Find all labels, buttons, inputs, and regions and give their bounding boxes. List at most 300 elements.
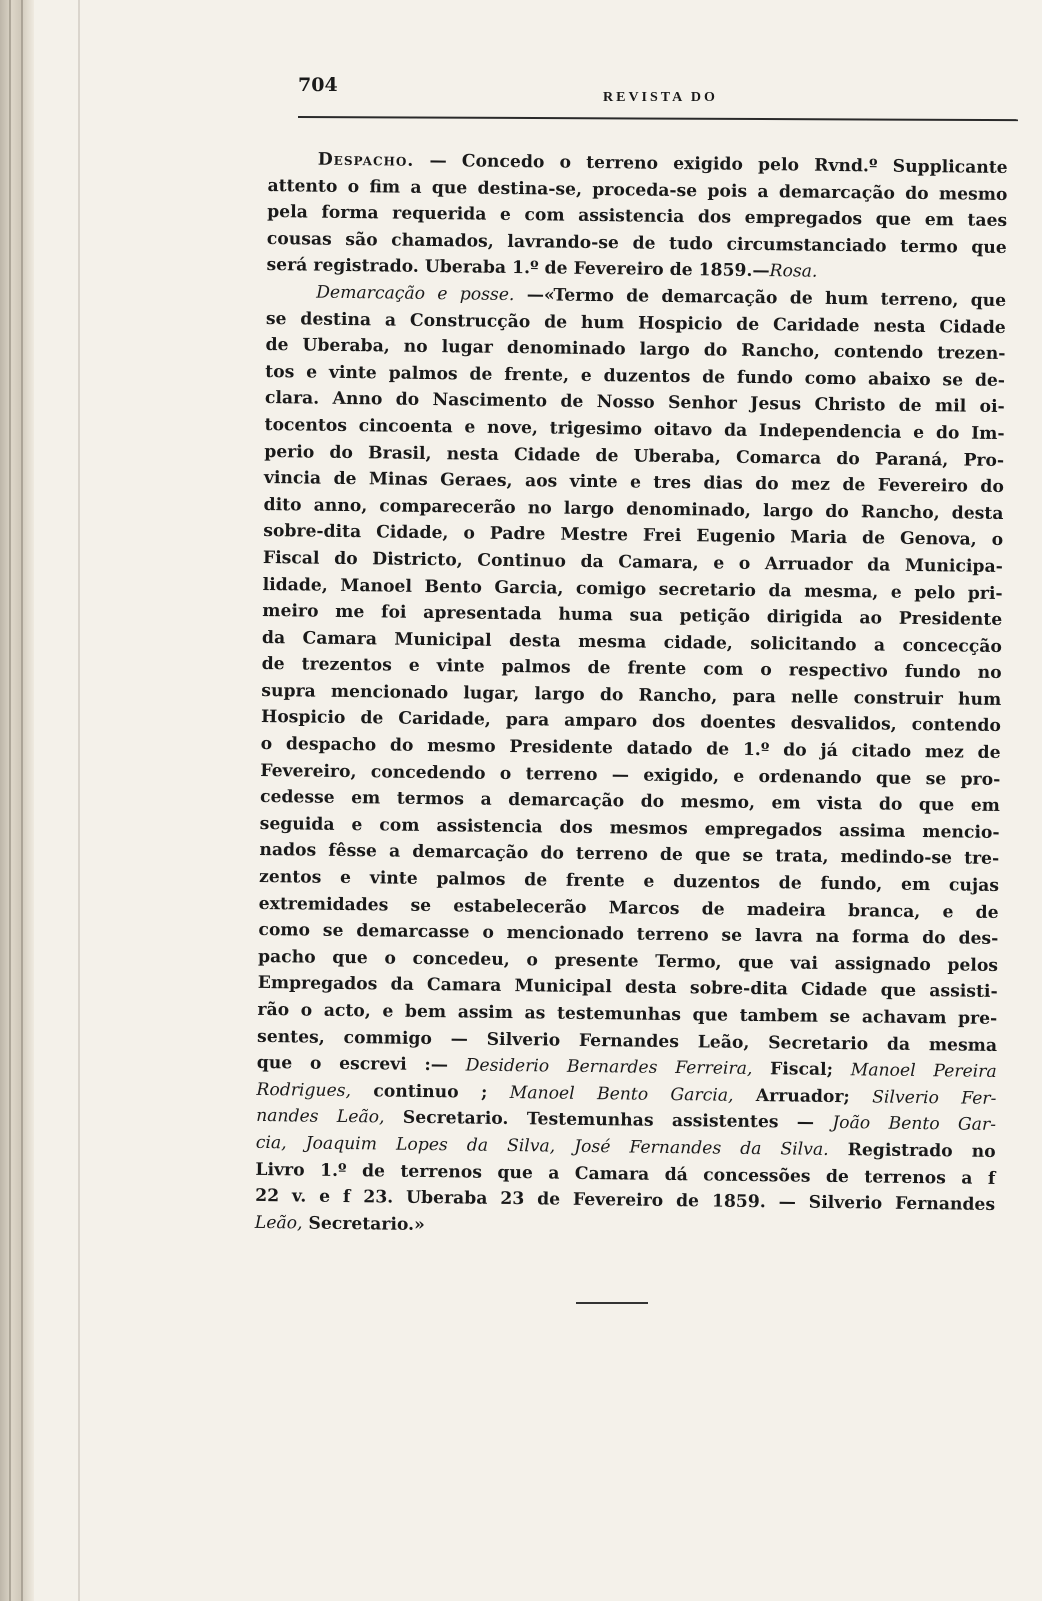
word: palmos <box>501 657 571 679</box>
word: de <box>360 708 384 729</box>
word: largo <box>639 339 690 361</box>
word: do <box>783 740 807 761</box>
word: Silverio <box>486 1029 561 1051</box>
word: empregados <box>744 208 863 230</box>
word: a <box>961 1168 973 1189</box>
word: a <box>384 310 397 331</box>
word: datado <box>626 738 693 760</box>
word: assistencia <box>436 815 543 838</box>
word: Independencia <box>758 420 902 443</box>
word: e <box>351 814 363 836</box>
word: citado <box>851 741 912 762</box>
word: contendo <box>833 342 924 364</box>
word: a <box>548 1163 560 1184</box>
word: me <box>335 601 365 623</box>
word: despacho <box>285 734 377 756</box>
word: concecção <box>902 635 1002 657</box>
word: zentos <box>258 866 322 888</box>
word: de <box>736 314 760 335</box>
word: Registrado <box>847 1140 953 1162</box>
word: vista <box>816 794 863 815</box>
word: da <box>740 1138 762 1160</box>
word: Municipal <box>514 976 612 998</box>
word: forma <box>851 927 910 949</box>
word: — <box>450 1028 469 1050</box>
word: cousas <box>266 228 332 250</box>
word: terrenos <box>400 1161 483 1183</box>
word: de <box>789 288 813 309</box>
word: se <box>829 1006 851 1028</box>
word: meiro <box>262 601 319 622</box>
word: assima <box>838 820 906 842</box>
book-binding <box>0 0 34 1601</box>
word: respectivo <box>788 660 888 682</box>
word: de <box>701 898 725 920</box>
word: 23. <box>363 1187 394 1208</box>
word: no <box>971 1141 996 1162</box>
word: Brasil, <box>367 442 432 464</box>
word: denominado <box>506 338 626 360</box>
word: Fernandes <box>629 1137 722 1159</box>
word: nesta <box>873 315 926 337</box>
word: testemunhas <box>556 1003 682 1026</box>
word: destina-se, <box>477 178 583 200</box>
word: Termo, <box>655 951 722 973</box>
word: do <box>395 389 420 411</box>
word: terreno <box>586 152 659 174</box>
word: Caridade, <box>398 709 491 731</box>
word: o <box>991 530 1004 551</box>
word: no <box>403 336 428 358</box>
word: no <box>527 497 552 519</box>
word: tres <box>653 472 692 494</box>
word: da <box>390 974 414 996</box>
word: as <box>524 1003 546 1024</box>
word: oitavo <box>653 419 713 441</box>
word: para <box>505 710 550 731</box>
word: Leão, <box>697 1031 750 1053</box>
word: — <box>611 764 630 786</box>
word: dias <box>703 473 743 494</box>
word: Rancho, <box>860 501 940 523</box>
word: mesmo <box>938 183 1008 205</box>
word: Silva, <box>506 1135 556 1157</box>
word: Rodrigues, <box>256 1079 352 1101</box>
word: Cidade <box>800 979 868 1001</box>
word: vinte <box>369 868 418 889</box>
word: trigesimo <box>549 418 643 440</box>
word: Fevereiro <box>572 1189 664 1212</box>
word: que <box>431 177 468 199</box>
word: Camara, <box>618 552 699 574</box>
word: Anno <box>332 389 383 410</box>
word: Bento <box>424 576 482 598</box>
word: pelo <box>914 582 956 603</box>
word: secretario <box>658 579 757 601</box>
word: Despacho. <box>317 149 415 171</box>
word: do <box>334 548 358 570</box>
word: chamados, <box>391 230 494 252</box>
word: o <box>738 553 751 574</box>
word: e <box>499 205 512 226</box>
word: se <box>721 925 743 947</box>
word: Manoel <box>340 575 413 597</box>
word: do <box>836 448 860 469</box>
word: rão <box>257 999 290 1021</box>
word: Ferreira, <box>675 1058 753 1080</box>
word: taes <box>967 210 1008 232</box>
word: o <box>384 948 397 969</box>
word: Im- <box>971 423 1005 444</box>
word: 23 <box>500 1189 525 1210</box>
word: e <box>339 867 352 889</box>
word: Caridade <box>772 314 860 336</box>
word: Cidade <box>513 444 581 466</box>
word: Gar- <box>957 1114 997 1136</box>
word: Jesus <box>750 394 802 415</box>
word: tos <box>265 361 295 383</box>
word: do <box>755 474 779 495</box>
word: requerida <box>392 203 487 225</box>
word: Camara <box>574 1163 650 1185</box>
word: lavra <box>754 926 803 947</box>
word: hum <box>957 689 1002 710</box>
word: lavrando-se <box>507 231 620 254</box>
word: terreno <box>525 763 598 785</box>
word: Camara <box>426 975 502 997</box>
word: exigido, <box>643 765 720 787</box>
word: pelos <box>947 955 999 976</box>
word: Minas <box>368 469 428 491</box>
word: branca, <box>847 900 921 922</box>
word: doentes <box>700 712 776 734</box>
word: medindo-se <box>840 847 953 869</box>
word: de <box>632 233 656 254</box>
word: do <box>640 791 665 813</box>
word: terreno <box>636 924 709 946</box>
page-number: 704 <box>298 74 338 96</box>
word: tudo <box>668 233 714 255</box>
word: Cidade <box>939 316 1006 338</box>
word: ; <box>480 1082 488 1103</box>
word: que <box>332 947 368 969</box>
word: nove, <box>486 417 539 439</box>
word: de <box>675 1191 700 1212</box>
word: que <box>256 1053 293 1074</box>
word: largo <box>563 498 615 519</box>
word: que <box>971 237 1007 258</box>
word: amparo <box>564 711 638 733</box>
word: Maria <box>790 527 848 549</box>
word: presente <box>554 950 639 972</box>
word: Fiscal <box>262 547 320 569</box>
word: Supplicante <box>892 156 1008 179</box>
word: como <box>804 368 857 389</box>
word: dos <box>697 207 732 228</box>
word: João <box>832 1113 871 1134</box>
word: assisti- <box>929 981 998 1003</box>
word: continuo <box>373 1081 459 1103</box>
word: que <box>497 1162 533 1183</box>
word: commigo <box>343 1027 433 1049</box>
word: Pereira <box>933 1061 997 1083</box>
word: cedesse <box>259 787 335 809</box>
word: Concedo <box>461 151 545 173</box>
word: Continuo <box>477 550 567 572</box>
word: vinte <box>436 656 485 677</box>
word: de- <box>974 370 1006 391</box>
word: de <box>560 391 584 413</box>
word: vinte <box>328 362 377 384</box>
word: apresentada <box>423 603 542 625</box>
word: da <box>580 551 604 573</box>
word: ao <box>859 608 883 629</box>
word: de <box>975 902 999 923</box>
word: se <box>322 920 344 942</box>
word: Empregados <box>257 973 378 995</box>
word: de <box>265 335 289 356</box>
word: na <box>815 926 840 948</box>
word: desta <box>624 977 677 999</box>
word: exigido <box>673 153 744 175</box>
word: attento <box>267 175 338 197</box>
word: o <box>482 922 494 944</box>
word: Presidente <box>898 608 1003 631</box>
word: empregados <box>704 819 823 841</box>
word: mesma <box>928 1034 998 1056</box>
word: Leão, <box>336 1107 385 1128</box>
word: e <box>306 362 318 383</box>
word: que <box>738 952 774 974</box>
word: de <box>537 1189 561 1210</box>
word: de <box>825 1166 850 1187</box>
word: Joaquim <box>305 1133 378 1155</box>
word: supra <box>261 680 316 702</box>
text-run: Secretario.» <box>302 1213 425 1235</box>
word: se <box>925 768 947 789</box>
word: do <box>922 928 946 949</box>
word: que <box>875 768 912 789</box>
word: e <box>942 901 954 923</box>
word: são <box>345 229 378 251</box>
word: terreno <box>575 844 648 866</box>
word: que <box>880 980 917 1002</box>
word: mesmos <box>609 818 688 840</box>
word: o <box>300 1000 313 1021</box>
word: que <box>918 795 955 816</box>
word: tambem <box>739 1005 819 1027</box>
word: Silva. <box>780 1139 829 1160</box>
word: concedeu, <box>412 948 510 970</box>
word: de <box>469 364 493 385</box>
word: para <box>732 686 776 708</box>
word: Fernandes <box>894 1193 996 1216</box>
word: que <box>875 209 912 231</box>
word: comigo <box>575 578 647 600</box>
page-header <box>298 74 1018 114</box>
text-run: Leão, <box>254 1212 303 1234</box>
word: dirigida <box>766 607 843 629</box>
word: Paraná, <box>874 448 949 470</box>
word: dos <box>651 712 686 733</box>
word: termos <box>396 788 465 810</box>
word: fundo, <box>820 873 883 895</box>
word: desta <box>951 503 1004 524</box>
word: do <box>935 423 960 444</box>
word: a <box>757 181 769 202</box>
word: madeira <box>746 899 826 921</box>
word: e <box>643 871 655 892</box>
word: cia, <box>255 1132 287 1154</box>
word: Demarcação <box>316 282 426 304</box>
word: hum <box>824 288 869 310</box>
word: e <box>408 656 420 677</box>
word: mesma, <box>804 581 879 602</box>
word: largo <box>534 684 585 705</box>
word: cincoenta <box>358 416 453 438</box>
word: Silverio <box>808 1192 883 1214</box>
word: a <box>388 841 401 863</box>
word: de <box>524 870 548 891</box>
word: Bernardes <box>566 1056 658 1079</box>
word: v. <box>291 1186 307 1207</box>
word: nelle <box>790 687 839 708</box>
word: em <box>900 874 931 896</box>
word: o <box>309 1053 322 1074</box>
word: bem <box>404 1001 447 1023</box>
word: e <box>713 553 725 574</box>
word: da <box>466 1135 489 1156</box>
binding-edge <box>9 0 11 1601</box>
word: frente <box>565 870 625 892</box>
word: hum <box>580 312 625 333</box>
word: do <box>905 183 929 204</box>
word: nesta <box>446 443 499 465</box>
word: em <box>351 788 381 809</box>
word: f <box>987 1168 996 1189</box>
word: de <box>587 658 611 679</box>
end-rule <box>576 1302 648 1304</box>
word: Rancho, <box>638 685 718 707</box>
word: construir <box>853 688 944 710</box>
word: do <box>540 843 564 865</box>
word: e <box>437 284 448 305</box>
word: terrenos <box>864 1166 947 1188</box>
word: que <box>692 1005 729 1026</box>
word: Fer- <box>961 1088 997 1109</box>
word: de <box>977 742 1001 764</box>
word: de <box>626 286 650 307</box>
word: pri- <box>967 583 1003 604</box>
word: vai <box>790 953 819 974</box>
word: Arruador <box>764 554 853 576</box>
word: palmos <box>388 363 458 385</box>
word: sua <box>629 605 663 626</box>
word: pro- <box>960 769 1001 790</box>
word: o <box>559 152 572 173</box>
word: com <box>379 815 420 836</box>
word: Nosso <box>596 392 655 414</box>
word: e <box>464 417 476 438</box>
word: oi- <box>979 397 1005 418</box>
word: Garcia, <box>670 1084 734 1106</box>
binding-edge <box>21 0 23 1601</box>
word: Presidente <box>509 737 613 759</box>
word: Desiderio <box>465 1055 550 1077</box>
word: demarcação <box>661 286 778 309</box>
word: 1.º <box>319 1160 347 1181</box>
word: como <box>258 920 311 941</box>
word: Hospicio <box>260 707 346 729</box>
word: do <box>703 340 728 361</box>
word: dos <box>559 817 593 838</box>
word: o <box>526 950 539 971</box>
word: fundo <box>904 662 961 683</box>
word: Municipal <box>394 629 492 651</box>
word: denominado, <box>626 499 752 521</box>
word: e <box>382 1001 394 1022</box>
word: duzentos <box>673 872 761 894</box>
word: mez <box>790 474 831 496</box>
word: Comarca <box>735 447 822 469</box>
word: lugar, <box>463 683 520 704</box>
word: Garcia, <box>494 577 564 599</box>
word: estabelecerão <box>453 895 587 918</box>
word: Construcção <box>409 310 531 332</box>
word: Uberaba, <box>302 335 390 357</box>
word: Lopes <box>395 1134 448 1156</box>
word: comparecerão <box>379 496 516 518</box>
word: ordenando <box>758 766 862 788</box>
word: trata, <box>775 846 829 868</box>
word: contendo <box>911 715 1002 737</box>
word: destina <box>300 308 372 330</box>
word: dá <box>664 1164 688 1185</box>
word: trezen- <box>937 343 1006 365</box>
word: Fevereiro, <box>260 760 357 782</box>
word: huma <box>558 604 613 626</box>
word: trezentos <box>301 654 392 676</box>
word: Secretario <box>768 1032 869 1054</box>
word: vinte <box>569 471 618 493</box>
word: Pro- <box>963 450 1005 471</box>
word: já <box>820 740 838 762</box>
word: :— <box>424 1055 449 1076</box>
word: de <box>659 845 684 866</box>
word: no <box>977 662 1002 684</box>
running-title: REVISTA DO <box>603 90 718 105</box>
word: duzentos <box>603 365 691 387</box>
word: anno, <box>313 495 368 516</box>
word: e <box>629 472 642 493</box>
word: sobre-dita <box>689 978 788 1000</box>
word: Bento <box>888 1114 940 1135</box>
word: Bento <box>596 1083 649 1105</box>
word: com <box>524 205 565 226</box>
word: do <box>980 476 1004 498</box>
word: a <box>410 177 422 198</box>
word: desta <box>508 630 561 652</box>
word: do <box>329 442 354 463</box>
word: —«Termo <box>526 285 615 307</box>
word: Uberaba, <box>633 446 721 468</box>
word: da <box>723 420 748 441</box>
word: — <box>429 150 447 172</box>
word: Manoel <box>850 1060 916 1082</box>
word: petição <box>679 606 751 628</box>
word: Christo <box>814 395 886 416</box>
word: frente, <box>504 364 570 386</box>
